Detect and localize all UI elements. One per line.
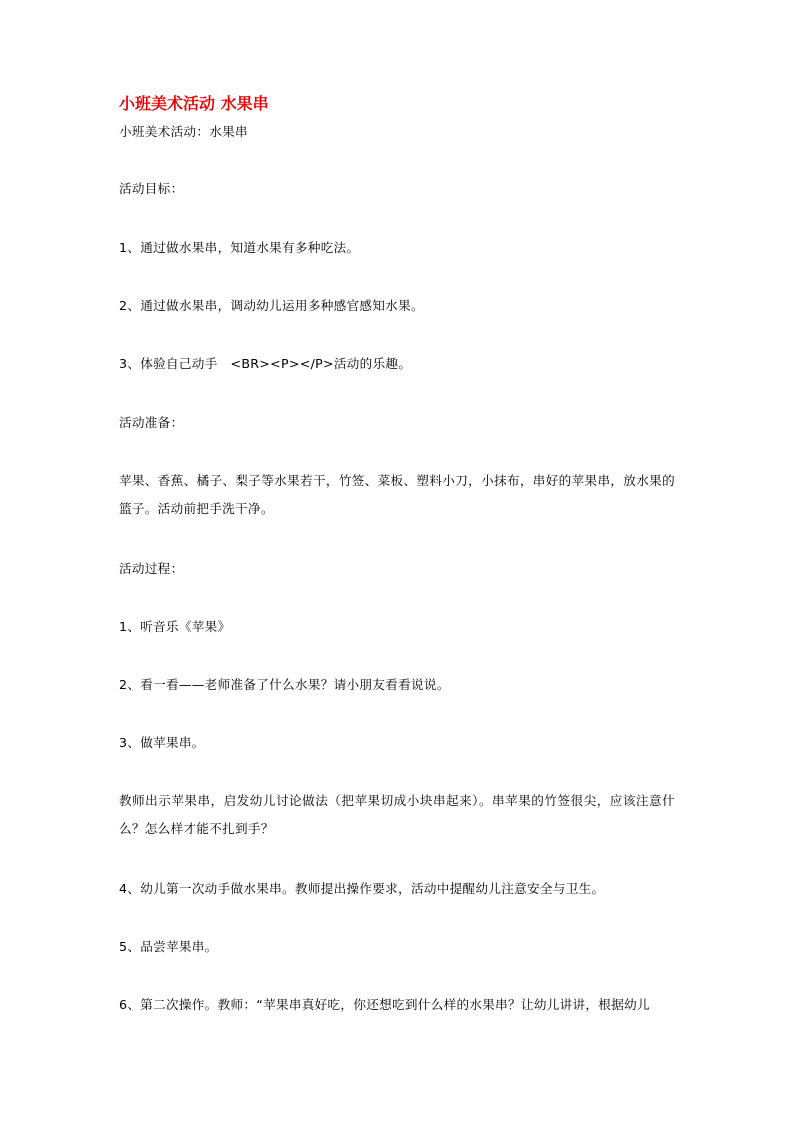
document-title: 小班美术活动 水果串: [119, 94, 269, 113]
process-step-6: 6、第二次操作。教师：“苹果串真好吃，你还想吃到什么样的水果串？让幼儿讲讲，根据幼儿: [119, 997, 650, 1012]
process-step-2: 2、看一看——老师准备了什么水果？请小朋友看看说说。: [119, 677, 450, 692]
process-step-5: 5、品尝苹果串。: [119, 939, 218, 954]
process-step-3: 3、做苹果串。: [119, 735, 205, 750]
goal-item-3: 3、体验自己动手 <BR><P></P>活动的乐趣。: [119, 356, 412, 371]
goal-item-1: 1、通过做水果串，知道水果有多种吃法。: [119, 240, 360, 255]
process-heading: 活动过程：: [119, 561, 184, 576]
document-subtitle: 小班美术活动：水果串: [119, 124, 248, 139]
goals-heading: 活动目标：: [119, 181, 184, 196]
goal-item-2: 2、通过做水果串，调动幼儿运用多种感官感知水果。: [119, 298, 424, 313]
prep-text: 苹果、香蕉、橘子、梨子等水果若干，竹签、菜板、塑料小刀，小抹布，串好的苹果串，放水果的篮子。活动前把手洗干净。: [119, 473, 675, 516]
prep-heading: 活动准备：: [119, 415, 184, 430]
process-step-1: 1、听音乐《苹果》: [119, 619, 231, 634]
process-step-3-detail: 教师出示苹果串，启发幼儿讨论做法（把苹果切成小块串起来）。串苹果的竹签很尖，应该注意什么？怎么样才能不扎到手？: [119, 793, 675, 836]
process-step-4: 4、幼儿第一次动手做水果串。教师提出操作要求，活动中提醒幼儿注意安全与卫生。: [119, 881, 605, 896]
